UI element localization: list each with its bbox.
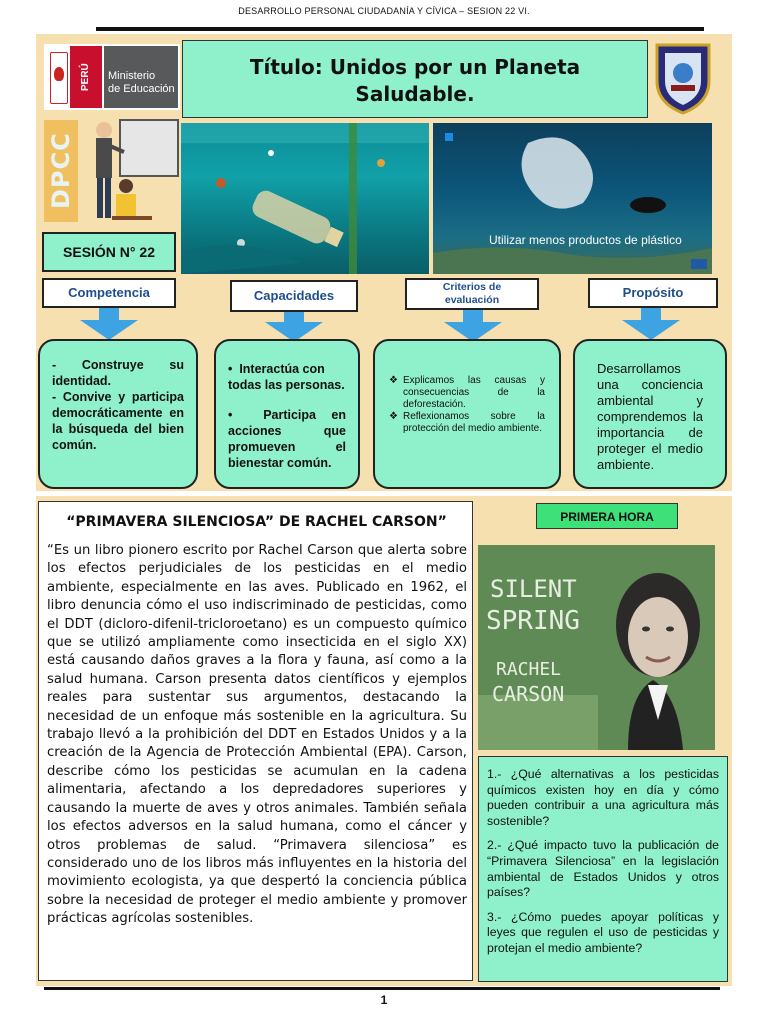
- primera-hora-badge: PRIMERA HORA: [536, 503, 678, 529]
- page-title: [182, 40, 648, 118]
- criterios-item: [389, 375, 545, 411]
- label-criterios-line2: evaluación: [444, 294, 500, 306]
- arrow-down-icon: [444, 310, 502, 342]
- book-cover-art: [478, 545, 715, 750]
- peru-shield-icon: [50, 52, 68, 104]
- label-capacidades: Capacidades: [230, 280, 358, 312]
- question-item: 2.- ¿Qué impacto tuvo la publicación de “Primavera Silenciosa” en la legislación ambiental de Estados Unidos y otros países?: [487, 838, 719, 900]
- arrow-down-icon: [80, 308, 138, 340]
- card-capacidades: [214, 339, 360, 489]
- diamond-bullet-icon: ❖: [389, 375, 398, 386]
- label-criterios: [405, 278, 539, 310]
- cover-title-line1: SILENT: [490, 575, 577, 603]
- question-item: 3.- ¿Cómo puedes apoyar políticas y leyes que regulen el uso de pesticidas y protejan el medio ambiente?: [487, 909, 719, 955]
- capacidades-item: [228, 407, 346, 471]
- title-line2: Saludable.: [355, 82, 475, 106]
- arrow-down-icon: [265, 312, 323, 342]
- logo-ministry-line2: de Educación: [108, 83, 175, 95]
- page-number: 1: [380, 993, 388, 1007]
- plastic-bag-scene: [433, 123, 712, 274]
- cover-author-line1: RACHEL: [496, 659, 562, 680]
- card-criterios: [373, 339, 561, 489]
- competencia-item: - Construye su identidad.: [52, 358, 184, 388]
- ocean-plastic-scene: [181, 123, 429, 274]
- label-competencia: Competencia: [42, 278, 176, 308]
- criterios-item-text: Reflexionamos sobre la protección del medio ambiente.: [403, 411, 545, 434]
- footer-rule: [44, 987, 720, 990]
- logo-ministry: [104, 46, 178, 108]
- article-box: [38, 501, 473, 981]
- article-title: “PRIMAVERA SILENCIOSA” DE RACHEL CARSON”: [66, 514, 447, 530]
- capacidades-item-text: Participa en acciones que promueven el bienestar común.: [228, 408, 346, 470]
- ocean-pollution-photo: [181, 123, 429, 274]
- session-number: SESIÓN N° 22: [42, 232, 176, 272]
- logo-ministry-line1: Ministerio: [108, 70, 156, 82]
- label-criterios-line1: Criterios de: [442, 281, 502, 293]
- card-proposito: [573, 339, 727, 489]
- capacidades-item: [228, 361, 346, 393]
- page-header: DESARROLLO PERSONAL CIUDADANÍA Y CÍVICA – SESION 22 VI.: [238, 6, 530, 16]
- proposito-text: Desarrollamos una conciencia ambiental y comprendemos la importancia de proteger el medio ambiente.: [597, 361, 703, 472]
- bullet-icon: •: [228, 408, 264, 422]
- article-body: “Es un libro pionero escrito por Rachel Carson que alerta sobre los efectos perjudiciales de los pesticidas en el medio ambiente, especialmente en las aves. Publicado en 1962, el libro denuncia cómo el uso indiscriminado de pesticidas, como el DDT (dicloro-difenil-tricloroetano) es un compuesto químico que se utilizó ampliamente como insecticida en el siglo XX) está causando daños graves a la flora y fauna, así como a la salud humana. Carson presenta datos científicos y ejemplos reales para sustentar sus argumentos, destacando la necesidad de un enfoque más sostenible en la agricultura. Su trabajo llevó a la prohibición del DDT en Estados Unidos y a la creación de la Agencia de Protección Ambiental (EPA). Carson, describe cómo los pesticidas se acumulan en la cadena alimentaria, afectando a los depredadores superiores y causando la muerte de aves y otros animales. También señala los efectos adversos en la salud humana, como el cáncer y otros problemas de salud. “Primavera silenciosa” es considerado uno de los libros más influyentes en la historia del movimiento ecologista, ya que despertó la conciencia pública sobre la necesidad de proteger el medio ambiente y promover prácticas agrícolas sostenibles.: [47, 543, 467, 927]
- cover-title-line2: SPRING: [486, 606, 580, 636]
- questions-box: [478, 756, 728, 982]
- bullet-icon: •: [228, 362, 240, 376]
- card-competencia: [38, 339, 198, 489]
- header-rule: [96, 27, 704, 31]
- title-line1: Título: Unidos por un Planeta: [249, 55, 581, 79]
- diamond-bullet-icon: ❖: [389, 411, 398, 422]
- photo-caption: Utilizar menos productos de plástico: [489, 233, 682, 247]
- label-proposito: Propósito: [588, 278, 718, 308]
- plastic-bag-photo: [433, 123, 712, 274]
- arrow-down-icon: [622, 308, 680, 340]
- teacher-illustration: [86, 116, 180, 230]
- question-item: 1.- ¿Qué alternativas a los pesticidas químicos existen hoy en día y cómo pueden contribuir a una agricultura más sostenible?: [487, 767, 719, 828]
- cover-author-line2: CARSON: [492, 682, 565, 706]
- school-crest-icon: [651, 41, 715, 115]
- capacidades-item-text: Interactúa con todas las personas.: [228, 362, 345, 392]
- criterios-item-text: Explicamos las causas y consecuencias de la deforestación.: [403, 375, 545, 410]
- logo-country: PERÚ: [70, 46, 102, 108]
- criterios-item: [389, 411, 545, 435]
- competencia-item: - Convive y participa democráticamente en la búsqueda del bien común.: [52, 390, 184, 452]
- dpcc-side-label: DPCC: [44, 120, 78, 222]
- silent-spring-cover: [478, 545, 715, 750]
- minedu-logo: [44, 44, 180, 110]
